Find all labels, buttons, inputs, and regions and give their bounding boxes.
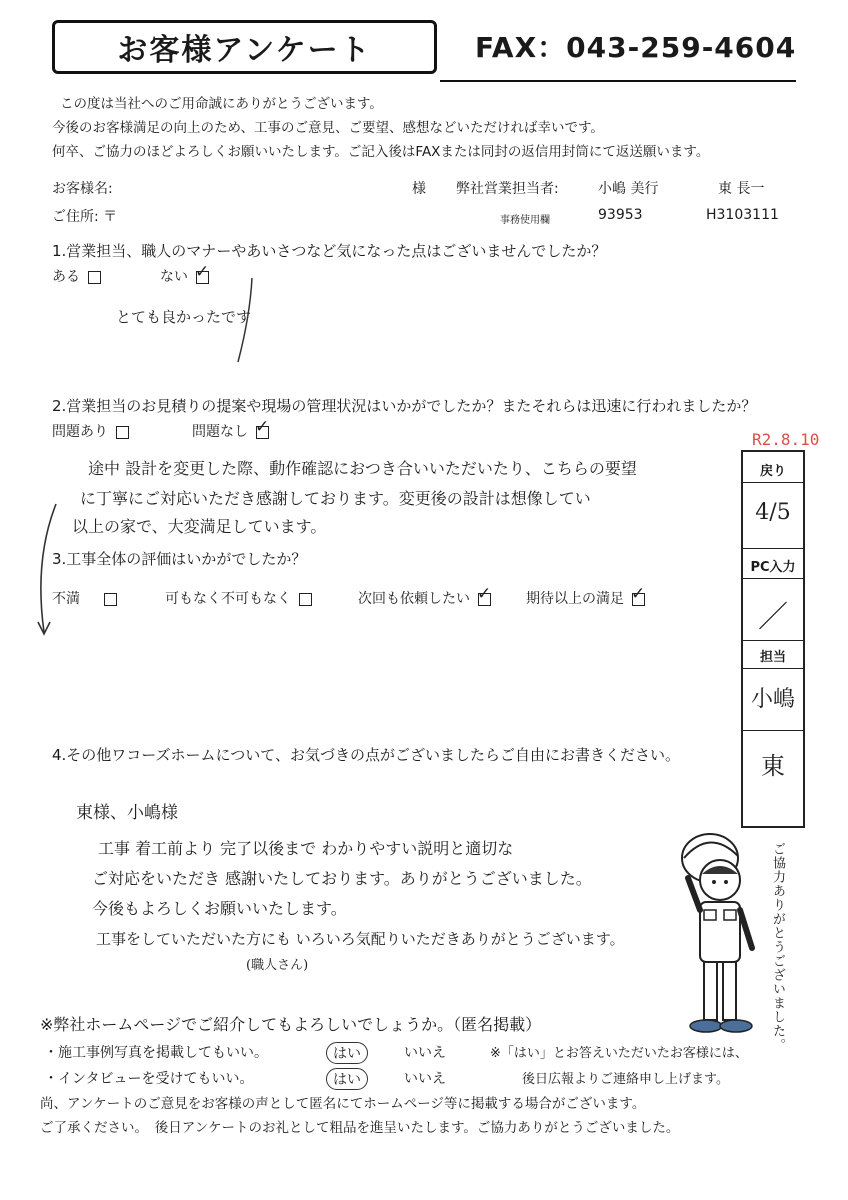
footer-line-1: 尚、アンケートのご意見をお客様の声として匿名にてホームページ等に掲載する場合がございます。 [40, 1096, 646, 1112]
q4-answer-line-1: 東様、小嶋様 [76, 803, 178, 823]
homepage-row-2: ・インタビューを受けてもいい。 [44, 1071, 254, 1087]
continuation-arrow-icon [30, 500, 70, 640]
office-sidebox [741, 450, 805, 828]
row1-yes-circled[interactable]: はい [326, 1042, 368, 1064]
homepage-note-1: ※「はい」とお答えいただいたお客様には、 [490, 1046, 748, 1061]
office-code-2: H3103111 [706, 207, 779, 223]
q1-option-yes: ある [52, 266, 101, 286]
mascot-thanks-vertical: ご協力ありがとうございました。 [770, 842, 785, 1052]
q4-answer-line-3: ご対応をいただき 感謝いたしております。ありがとうございました。 [92, 869, 592, 888]
q3-option-3: 次回も依頼したい✓ [358, 588, 491, 608]
intro-line-1: この度は当社へのご用命誠にありがとうございます。 [60, 96, 383, 112]
staff-name-1: 小嶋 美行 [598, 181, 659, 197]
homepage-heading: ※弊社ホームページでご紹介してもよろしいでしょうか。（匿名掲載） [40, 1015, 542, 1034]
sidebox-return-date: 4/5 [755, 500, 791, 525]
homepage-row-1: ・施工事例写真を掲載してもいい。 [44, 1045, 268, 1061]
q3-option-2: 可もなく不可もなく [165, 588, 312, 608]
q1-option-no: ない✓ [160, 266, 209, 286]
staff-name-2: 東 長一 [718, 181, 765, 197]
sidebox-return-label: 戻り [759, 464, 786, 479]
q3-option-4: 期待以上の満足✓ [526, 588, 645, 608]
homepage-note-2: 後日広報よりご連絡申し上げます。 [522, 1072, 729, 1087]
q2-option-issue: 問題あり [52, 421, 129, 441]
q4-question: 4.その他ワコーズホームについて、お気づきの点がございましたらご自由にお書きください。 [52, 746, 680, 764]
survey-title: お客様アンケート [52, 20, 437, 74]
header-rule [440, 80, 796, 82]
q1-question: 1.営業担当、職人のマナーやあいさつなど気になった点はございませんでしたか？ [52, 242, 607, 260]
q3-option-1: 不満 [52, 588, 117, 608]
office-use-label: 事務使用欄 [500, 215, 550, 226]
q2-option-noissue: 問題なし✓ [192, 421, 269, 441]
q1-yes-checkbox[interactable] [88, 271, 101, 284]
q3-question: 3.工事全体の評価はいかがでしたか？ [52, 550, 307, 568]
footer-line-2: ご了承ください。 後日アンケートのお礼として粗品を進呈いたします。ご協力ありがとうございました。 [40, 1120, 680, 1136]
mascot-worker-icon [670, 818, 766, 1040]
q2-answer-line-3: 以上の家で、大変満足しています。 [72, 517, 327, 536]
q3-opt1-checkbox[interactable] [104, 593, 117, 606]
row2-no[interactable]: いいえ [404, 1071, 446, 1087]
sidebox-charge-label: 担当 [759, 650, 786, 665]
row2-yes-circled[interactable]: はい [326, 1068, 368, 1090]
q3-opt3-checkbox[interactable] [478, 593, 491, 606]
q3-opt2-checkbox[interactable] [299, 593, 312, 606]
intro-line-2: 今後のお客様満足の向上のため、工事のご意見、ご要望、感想などいただければ幸いです。 [52, 120, 604, 136]
staff-label: 弊社営業担当者: [456, 181, 559, 197]
q2-answer-line-1: 途中 設計を変更した際、動作確認におつき合いいただいたり、こちらの要望 [88, 459, 637, 478]
q2-issue-checkbox[interactable] [116, 426, 129, 439]
q4-answer-line-4: 今後もよろしくお願いいたします。 [92, 899, 347, 918]
q4-answer-line-5: 工事をしていただいた方にも いろいろ気配りいただきありがとうございます。 [96, 930, 625, 948]
sidebox-pc-label: PC入力 [750, 560, 796, 575]
row1-no[interactable]: いいえ [404, 1045, 446, 1061]
q2-noissue-checkbox[interactable] [256, 426, 269, 439]
q1-no-checkbox[interactable] [196, 271, 209, 284]
q4-answer-line-2: 工事 着工前より 完了以後まで わかりやすい説明と適切な [98, 839, 514, 858]
sidebox-charge-1: 小嶋 [750, 687, 795, 712]
q2-question: 2.営業担当のお見積りの提案や現場の管理状況はいかがでしたか？またそれらは迅速に行われましたか？ [52, 397, 757, 415]
address-label: ご住所: 〒 [52, 209, 118, 225]
q2-answer-line-2: に丁寧にご対応いただき感謝しております。変更後の設計は想像してい [80, 489, 591, 508]
q1-pen-stroke [232, 276, 262, 366]
handwritten-date: R2.8.10 [752, 430, 820, 449]
fax-number: FAX：043-259-4604 [475, 31, 797, 64]
q3-opt4-checkbox[interactable] [632, 593, 645, 606]
office-code-1: 93953 [598, 207, 643, 223]
intro-line-3: 何卒、ご協力のほどよろしくお願いいたします。ご記入後はFAXまたは同封の返信用封筒にて返送願います。 [52, 144, 710, 160]
sidebox-charge-2: 東 [761, 752, 785, 780]
q1-handwritten-answer: とても良かったです [116, 308, 252, 326]
sidebox-pc-mark: ／ [758, 600, 788, 635]
customer-honorific: 様 [412, 181, 426, 197]
customer-name-label: お客様名: [52, 181, 113, 197]
q4-answer-line-6: (職人さん) [246, 958, 309, 973]
